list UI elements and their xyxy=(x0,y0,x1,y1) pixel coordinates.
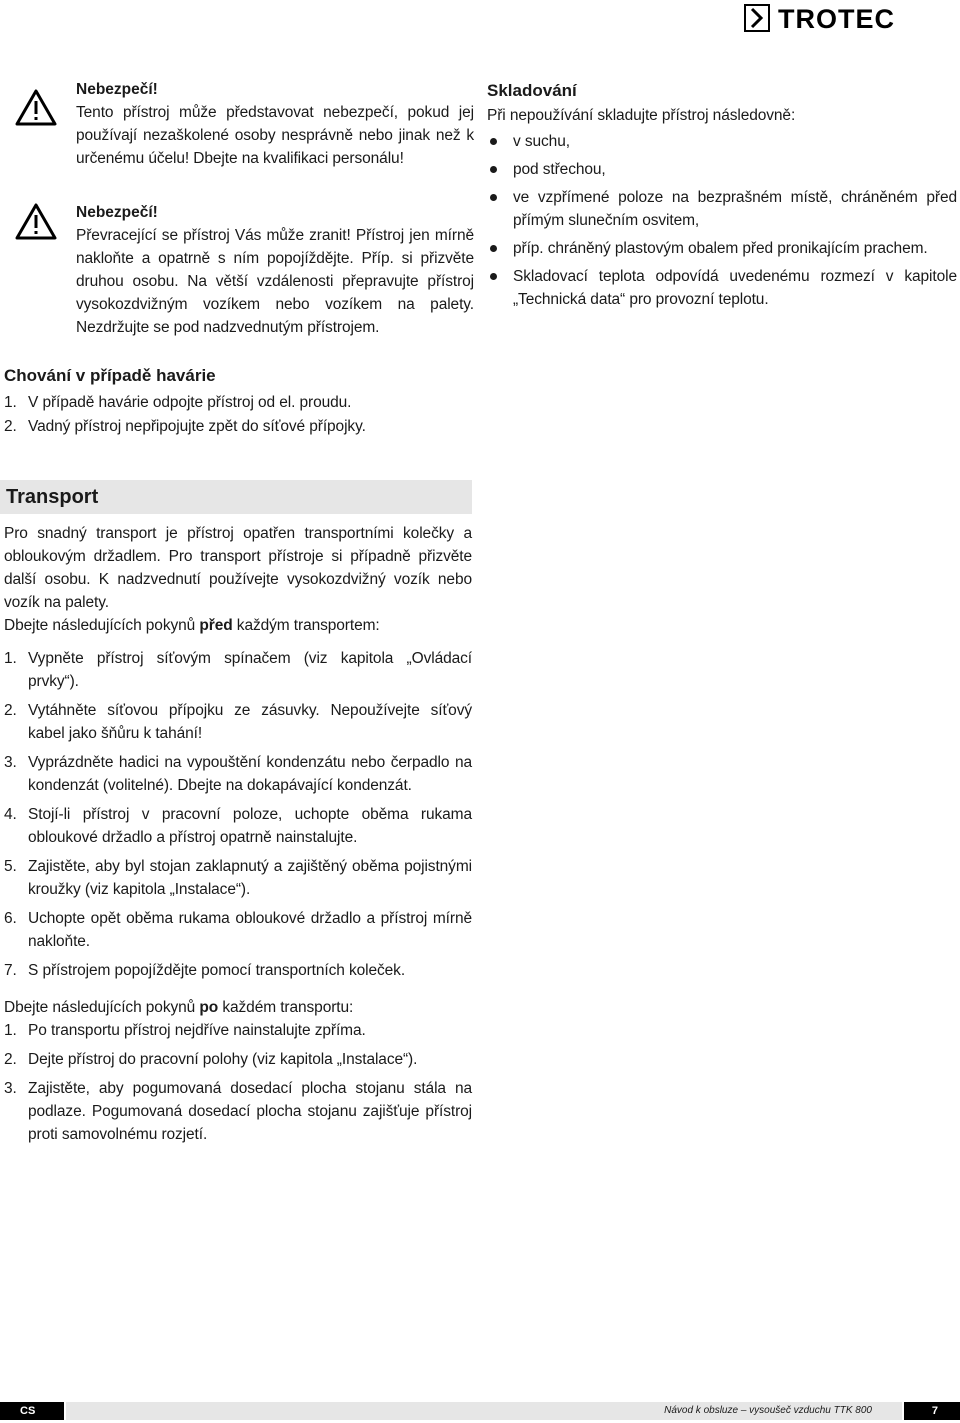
section-heading: Skladování xyxy=(487,81,577,100)
list-item xyxy=(4,391,474,414)
item-text: Uchopte opět oběma rukama obloukové držadlo a přístroj mírně nakloňte. xyxy=(28,910,472,950)
list-item xyxy=(4,1077,472,1146)
item-text: Zajistěte, aby byl stojan zaklapnutý a zajištěný oběma pojistnými kroužky (viz kapitola „Instalace“). xyxy=(28,858,472,898)
storage-section xyxy=(487,79,957,316)
warning-text: Převracející se přístroj Vás může zranit! Přístroj jen mírně nakloňte a opatrně s ním popojíždějte. Příp. si přizvěte druhou osobu. Na větší vzdálenosti přepravujte přístroj vysokozdvižným vozíkem nebo vozíkem na palety. Nezdržujte se pod nadzvednutým přístrojem. xyxy=(76,227,474,336)
before-prefix: Dbejte následujících pokynů xyxy=(4,617,200,634)
item-text: Dejte přístroj do pracovní polohy (viz kapitola „Instalace“). xyxy=(28,1051,418,1068)
before-bold: před xyxy=(199,617,233,634)
after-bold: po xyxy=(199,999,219,1016)
item-text: V případě havárie odpojte přístroj od el. proudu. xyxy=(28,394,352,411)
item-number: 5. xyxy=(4,858,17,875)
item-text: S přístrojem popojíždějte pomocí transportních koleček. xyxy=(28,962,406,979)
list-item xyxy=(4,699,472,745)
list-item xyxy=(4,855,472,901)
item-number: 1. xyxy=(4,650,17,667)
list-item xyxy=(4,1048,472,1071)
accident-section xyxy=(4,364,474,444)
warning-icon xyxy=(14,88,58,128)
item-number: 7. xyxy=(4,962,17,979)
document-title: Návod k obsluze – vysoušeč vzduchu TTK 800 xyxy=(66,1402,902,1420)
list-item: v suchu, xyxy=(487,130,957,153)
section-header-bar xyxy=(0,480,472,514)
list-item xyxy=(4,803,472,849)
item-text: Stojí-li přístroj v pracovní poloze, uchopte oběma rukama obloukové držadlo a přístroj opatrně nainstalujte. xyxy=(28,806,472,846)
warning-icon xyxy=(14,202,58,242)
item-number: 6. xyxy=(4,910,17,927)
item-number: 1. xyxy=(4,1022,17,1039)
brand-text: TROTEC xyxy=(778,4,895,32)
list-item xyxy=(4,1019,472,1042)
item-number: 3. xyxy=(4,754,17,771)
transport-section xyxy=(4,522,472,1152)
item-number: 4. xyxy=(4,806,17,823)
warning-title: Nebezpečí! xyxy=(76,204,158,221)
item-text: Vadný přístroj nepřipojujte zpět do síťové přípojky. xyxy=(28,418,366,435)
warning-title: Nebezpečí! xyxy=(76,81,158,98)
transport-intro: Pro snadný transport je přístroj opatřen transportními kolečky a obloukovým držadlem. Pro transport přístroje si případně přizvěte další osobu. K nadzvednutí používejte vysokozdvižný vozík nebo vozík na palety. xyxy=(4,525,472,611)
list-item xyxy=(4,959,472,982)
item-text: Vyprázdněte hadici na vypouštění kondenzátu nebo čerpadlo na kondenzát (volitelné). Dbejte na dokapávající kondenzát. xyxy=(28,754,472,794)
item-number: 1. xyxy=(4,394,17,411)
warning-text: Tento přístroj může představovat nebezpečí, pokud jej používají nezaškolené osoby nesprávně nebo jinak než k určenému účelu! Dbejte na kvalifikaci personálu! xyxy=(76,104,474,167)
after-suffix: každém transportu: xyxy=(218,999,354,1016)
language-code: CS xyxy=(0,1402,64,1420)
section-title: Transport xyxy=(6,486,99,508)
list-item: Skladovací teplota odpovídá uvedenému rozmezí v kapitole „Technická data“ pro provozní teplotu. xyxy=(487,265,957,311)
item-text: Vypněte přístroj síťovým spínačem (viz kapitola „Ovládací prvky“). xyxy=(28,650,472,690)
before-instructions-line xyxy=(4,614,472,637)
item-number: 3. xyxy=(4,1080,17,1097)
item-number: 2. xyxy=(4,1051,17,1068)
item-number: 2. xyxy=(4,702,17,719)
item-text: Vytáhněte síťovou přípojku ze zásuvky. Nepoužívejte síťový kabel jako šňůru k tahání! xyxy=(28,702,472,742)
item-text: Zajistěte, aby pogumovaná dosedací plocha stojanu stála na podlaze. Pogumovaná dosedací plocha stojanu zajišťuje přístroj proti samovolnému rozjetí. xyxy=(28,1080,472,1143)
list-item: ve vzpřímené poloze na bezprašném místě, chráněném před přímým slunečním osvitem, xyxy=(487,186,957,232)
list-item xyxy=(4,907,472,953)
list-item: příp. chráněný plastovým obalem před pronikajícím prachem. xyxy=(487,237,957,260)
item-number: 2. xyxy=(4,418,17,435)
after-prefix: Dbejte následujících pokynů xyxy=(4,999,200,1016)
storage-intro: Při nepoužívání skladujte přístroj následovně: xyxy=(487,107,796,124)
list-item xyxy=(4,415,474,438)
trotec-logo xyxy=(744,4,956,32)
list-item xyxy=(4,751,472,797)
list-item: pod střechou, xyxy=(487,158,957,181)
before-suffix: každým transportem: xyxy=(232,617,380,634)
item-text: Po transportu přístroj nejdříve nainstalujte zpříma. xyxy=(28,1022,366,1039)
page-footer xyxy=(0,1402,960,1420)
warning-block-2 xyxy=(76,201,474,339)
section-heading: Chování v případě havárie xyxy=(4,366,216,385)
warning-block-1 xyxy=(76,78,474,170)
page-number: 7 xyxy=(904,1402,960,1420)
after-instructions-line xyxy=(4,996,472,1019)
list-item xyxy=(4,647,472,693)
